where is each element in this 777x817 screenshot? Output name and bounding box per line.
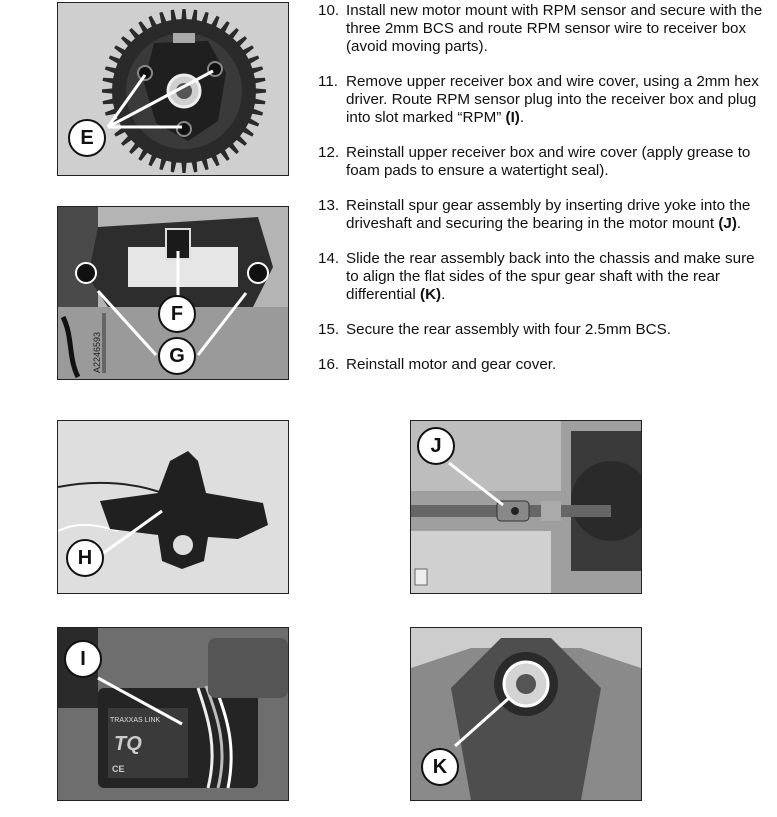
step-text: Reinstall motor and gear cover. (346, 356, 557, 373)
step-15 (318, 321, 768, 339)
step-number: 15. (318, 321, 340, 338)
callout-j: J (417, 427, 455, 465)
callout-e: E (68, 119, 106, 157)
receiver-ce-mark: CE (112, 764, 125, 774)
step-number: 11. (318, 73, 338, 90)
step-text: Reinstall spur gear assembly by inserting drive yoke into the driveshaft and securing the bearing in the motor mount (J). (346, 197, 751, 232)
photo-spur-gear (57, 2, 289, 176)
callout-g: G (158, 337, 196, 375)
photo-sensor-mount (57, 420, 289, 594)
step-text: Reinstall upper receiver box and wire cover (apply grease to foam pads to ensure a watertight seal). (346, 144, 751, 179)
instruction-steps (318, 2, 768, 391)
step-10 (318, 2, 768, 56)
callout-i: I (64, 640, 102, 678)
figure-ref: (J) (718, 215, 737, 232)
step-number: 14. (318, 250, 340, 267)
figure-ref: (K) (420, 286, 442, 303)
step-number: 12. (318, 144, 340, 161)
step-16 (318, 356, 768, 374)
callout-h: H (66, 539, 104, 577)
step-text: Remove upper receiver box and wire cover, using a 2mm hex driver. Route RPM sensor plug into the receiver box and plug into slot marked “RPM” (I). (346, 73, 759, 126)
step-text: Secure the rear assembly with four 2.5mm BCS. (346, 321, 671, 338)
receiver-tq-logo: TQ (114, 733, 142, 755)
photo-driveshaft (410, 420, 642, 594)
photo-receiver-box (57, 627, 289, 801)
photo-rear-differential (410, 627, 642, 801)
step-11 (318, 73, 768, 127)
step-number: 16. (318, 356, 340, 373)
step-number: 13. (318, 197, 340, 214)
step-text: Slide the rear assembly back into the chassis and make sure to align the flat sides of the spur gear shaft with the rear differential (K). (346, 250, 755, 303)
step-text: Install new motor mount with RPM sensor and secure with the three 2mm BCS and route RPM sensor wire to receiver box (avoid moving parts). (346, 2, 763, 55)
callout-f: F (158, 295, 196, 333)
step-14 (318, 250, 768, 304)
receiver-brand-text: TRAXXAS LINK (110, 717, 161, 724)
part-number-text: A2246593 (92, 331, 102, 373)
step-12 (318, 144, 768, 180)
photo-motor-mount (57, 206, 289, 380)
step-number: 10. (318, 2, 340, 19)
step-13 (318, 197, 768, 233)
figure-ref: (I) (505, 109, 520, 126)
callout-k: K (421, 748, 459, 786)
